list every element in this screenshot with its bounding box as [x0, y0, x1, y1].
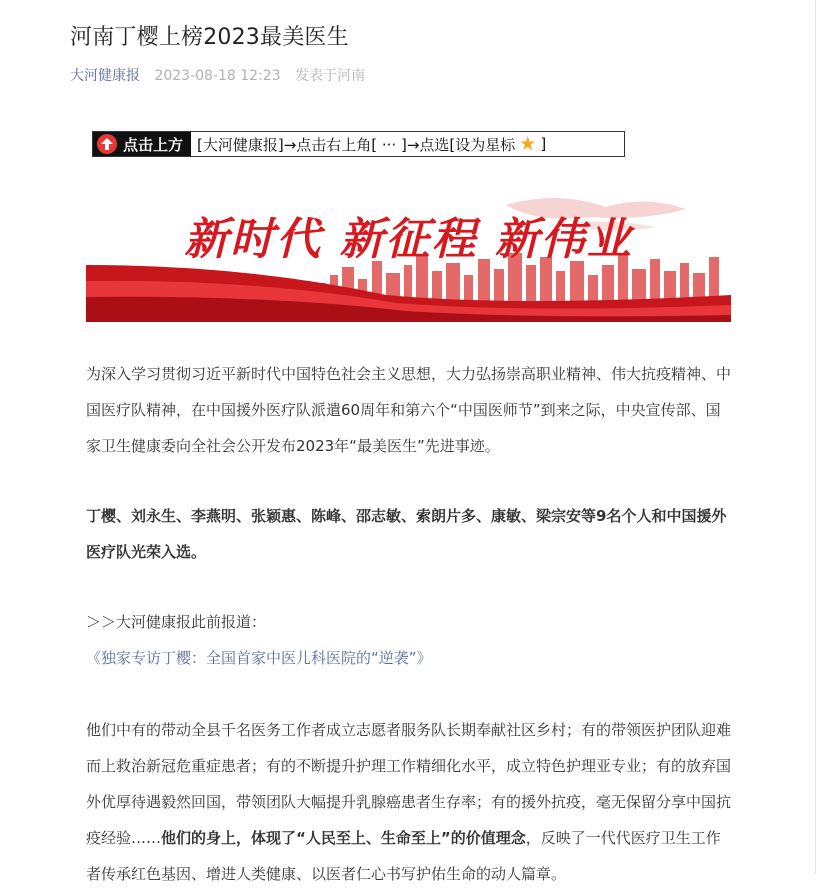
deeds-paragraph: [86, 712, 732, 892]
banner-slogan: 新时代 新征程 新伟业: [184, 214, 633, 265]
up-arrow-icon: [97, 134, 117, 154]
previous-report-label: ＞＞大河健康报此前报道：: [86, 613, 267, 631]
publish-location: 发表于河南: [295, 68, 366, 84]
follow-instructions-text: [大河健康报]→点击右上角[ ··· ]→点选[设为星标: [197, 135, 516, 154]
publish-date: 2023-08-18 12:23: [154, 68, 281, 84]
follow-lead: [93, 132, 191, 156]
follow-lead-text: 点击上方: [123, 135, 184, 154]
star-icon: ★: [519, 133, 537, 155]
honorees-paragraph: 丁樱、刘永生、李燕明、张颖惠、陈峰、邵志敏、索朗片多、康敏、梁宗安等9名个人和中国援外医疗队光荣入选。: [86, 507, 727, 561]
article-title: 河南丁樱上榜2023最美医生: [70, 25, 349, 50]
banner-image: [86, 195, 731, 322]
intro-paragraph: 为深入学习贯彻习近平新时代中国特色社会主义思想，大力弘扬崇高职业精神、伟大抗疫精神、中国医疗队精神，在中国援外医疗队派遣60周年和第六个“中国医师节”到来之际，中央宣传部、国家卫生健康委向全社会公开发布2023年“最美医生”先进事迹。: [86, 365, 732, 455]
deeds-text-bold: 他们的身上，体现了“人民至上、生命至上”的价值理念: [161, 829, 526, 847]
deeds-text-start: 他们中有的带动全县千名医务工作者成立志愿者服务队长期奉献社区乡村；有的带领医护团队迎难而上救治新冠危重症患者；有的不断提升护理工作精细化水平，成立特色护理亚专业；有的放弃国外优厚待遇毅然回国，带领团队大幅提升乳腺癌患者生存率；有的援外抗疫，毫无保留分享中国抗疫经验……: [86, 721, 732, 847]
previous-report-block: [86, 604, 732, 676]
follow-instructions: [191, 133, 546, 155]
follow-instructions-end: ]: [540, 135, 547, 153]
deeds-text-end: ，反映了一代代医疗卫生工作者传承红色基因、增进人类健康、以医者仁心书写护佑生命的动人篇章。: [86, 829, 721, 883]
previous-report-link[interactable]: 《独家专访丁樱：全国首家中医儿科医院的“逆袭”》: [86, 649, 432, 667]
article-meta: [70, 65, 365, 85]
author-link[interactable]: 大河健康报: [70, 68, 140, 84]
page-border: [815, 0, 816, 874]
follow-instruction-bar: [92, 131, 625, 157]
